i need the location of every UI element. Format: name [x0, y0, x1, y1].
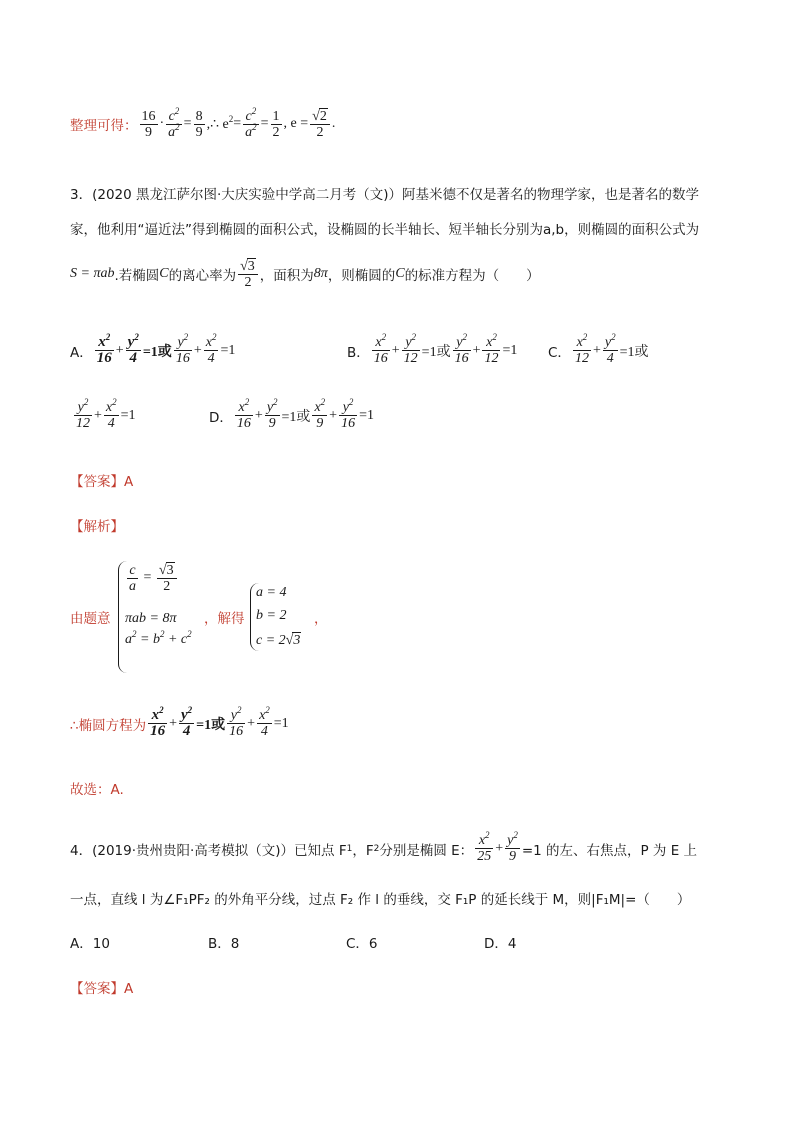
- q4-option-d[interactable]: D．4: [484, 936, 517, 952]
- option-a[interactable]: A． $\frac{x^2}{16}$ + $\frac{y^2}{4}$ =1或 $\frac{y^2}{16}$ + $\frac{x^2}{4}$ =1: [70, 332, 236, 366]
- fraction-8-9: $\frac{8}{9}$: [195, 108, 203, 140]
- simplify-lead: 整理可得：: [70, 118, 138, 134]
- fraction-sqrt3-2: $\frac{√3}{2}$: [238, 258, 258, 290]
- conclusion-line: ∴椭圆方程为 $\frac{x^2}{16}$ + $\frac{y^2}{4}$ =1或 $\frac{y^2}{16}$ + $\frac{x^2}{4}$ =1: [70, 705, 289, 739]
- q4-option-b[interactable]: B．8: [208, 936, 240, 952]
- answer-4: 【答案】A: [70, 981, 134, 997]
- q4-line-1: 4．(2019·贵州贵阳·高考模拟（文)）已知点 F 1 ，F 2 分别是椭圆 E： $\frac{x^2}{25}$ + $\frac{y^2}{9}$ =1 的左、右焦点，P 为 E 上: [70, 830, 698, 864]
- option-c[interactable]: C． $\frac{x^2}{12}$ + $\frac{y^2}{4}$ =1或: [548, 332, 649, 366]
- solution-c: c = 2√3: [256, 633, 301, 648]
- option-c-cont: $\frac{y^2}{12}$ + $\frac{x^2}{4}$ =1: [76, 397, 136, 431]
- fraction-16-9: $\frac{16}{9}$: [141, 108, 156, 140]
- solve-label: ，解得: [204, 611, 245, 627]
- simplification-line: 整理可得： $\frac{16}{9}$ · $\frac{c^2}{a^2}$ = $\frac{8}{9}$ ,∴ $e^2$ = $\frac{c^2}{a^2}$ = $\frac{1}{2}$ , e = $\frac{√2}{2}$ .: [70, 105, 336, 140]
- solution-b: b = 2: [256, 608, 287, 623]
- q4-option-a[interactable]: A．10: [70, 936, 110, 952]
- option-b[interactable]: B． $\frac{x^2}{16}$ + $\frac{y^2}{12}$ =1或 $\frac{y^2}{16}$ + $\frac{x^2}{12}$ =1: [347, 332, 518, 366]
- system-row-3: $a^2 = b^2 + c^2$: [125, 629, 192, 647]
- q3-line-2: 家，他利用“逼近法”得到椭圆的面积公式，设椭圆的长半轴长、短半轴长分别为a,b，则椭圆的面积公式为: [70, 222, 700, 238]
- q4-option-c[interactable]: C．6: [346, 936, 378, 952]
- fraction-1-2: $\frac{1}{2}$: [272, 108, 280, 140]
- q3-line-3: S = πab .若椭圆 C 的离心率为 $\frac{√3}{2}$ ，面积为 8π ，则椭圆的 C 的标准方程为（ ）: [70, 259, 540, 290]
- option-d[interactable]: D． $\frac{x^2}{16}$ + $\frac{y^2}{9}$ =1或 $\frac{x^2}{9}$ + $\frac{y^2}{16}$ =1: [209, 397, 374, 431]
- system-row-2: πab = 8π: [125, 611, 177, 626]
- fraction-c2-a2: $\frac{c^2}{a^2}$: [168, 105, 180, 140]
- solution-a: a = 4: [256, 585, 287, 600]
- answer-3: 【答案】A: [70, 474, 134, 490]
- system-lead: 由题意: [70, 611, 111, 627]
- choose-line: 故选：A.: [70, 782, 124, 798]
- q4-line-2: 一点，直线 l 为∠F₁PF₂ 的外角平分线，过点 F₂ 作 l 的垂线，交 F₁P 的延长线于 M，则|F₁M|=（ ）: [70, 892, 691, 908]
- fraction-c2-a2-b: $\frac{c^2}{a^2}$: [245, 105, 257, 140]
- q3-line-1: 3．(2020 黑龙江萨尔图·大庆实验中学高二月考（文)）阿基米德不仅是著名的物理学家，也是著名的数学: [70, 187, 700, 203]
- system-end: ，: [314, 611, 328, 627]
- system-row-1: $\frac{c}{a}$ = $\frac{√3}{2}$: [125, 562, 179, 594]
- fraction-sqrt2-2: $\frac{√2}{2}$: [310, 108, 330, 140]
- analysis-3: 【解析】: [70, 519, 124, 535]
